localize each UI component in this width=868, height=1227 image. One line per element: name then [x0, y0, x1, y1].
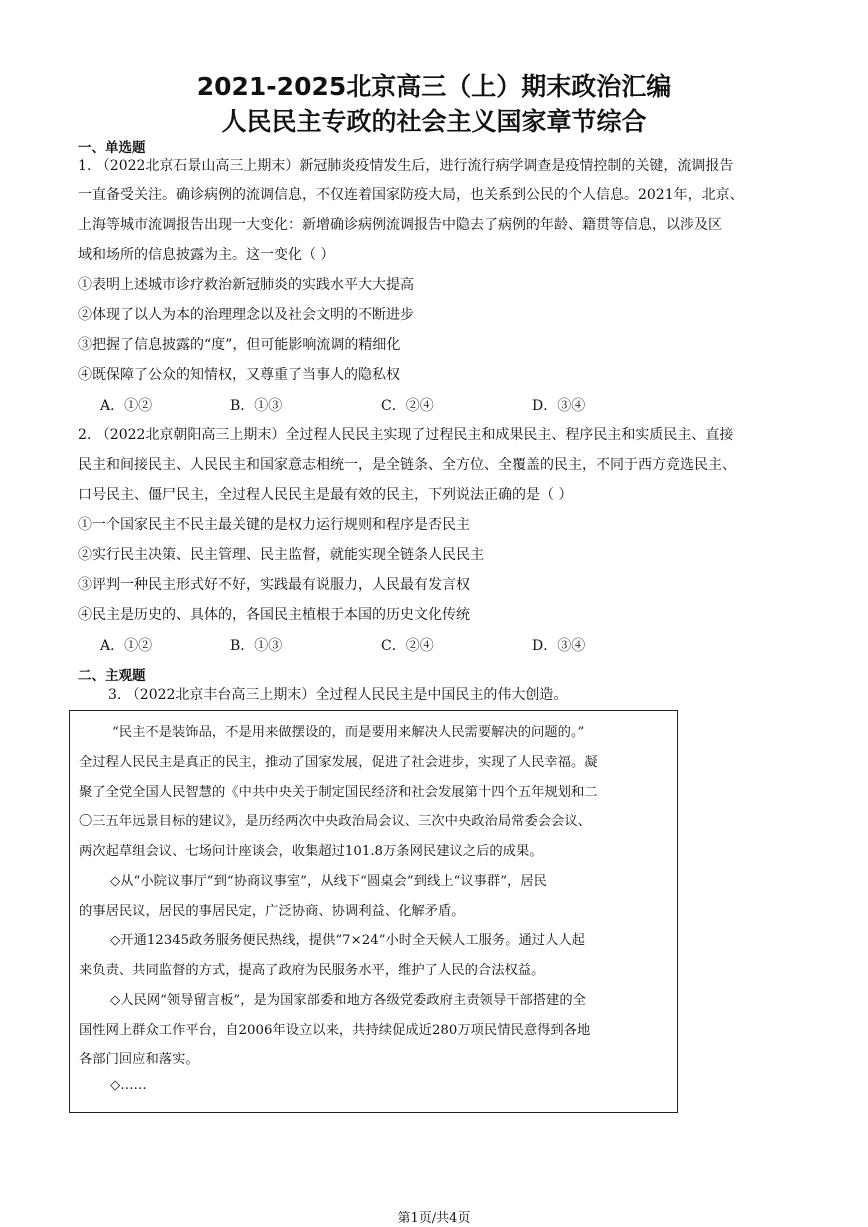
- q3-intro: 3. （2022北京丰台高三上期末）全过程人民民主是中国民主的伟大创造。: [108, 687, 568, 703]
- material-line: 来负责、共同监督的方式，提高了政府为民服务水平，维护了人民的合法权益。: [79, 963, 545, 978]
- q1-stem-line: 1. （2022北京石景山高三上期末）新冠肺炎疫情发生后，进行流行病学调查是疫情控制的关键，流调报告: [78, 158, 734, 174]
- material-line: 两次起草组会议、七场问计座谈会，收集超过101.8万条网民建议之后的成果。: [79, 844, 543, 859]
- q2-option-d[interactable]: D．③④: [532, 638, 586, 654]
- document-title-line1: 2021-2025北京高三（上）期末政治汇编: [196, 72, 672, 101]
- material-line: 国性网上群众工作平台，自2006年设立以来，共持续促成近280万项民情民意得到各地: [79, 1023, 591, 1038]
- material-line: “民主不是装饰品，不是用来做摆设的，而是要用来解决人民需要解决的问题的。”: [112, 725, 585, 740]
- q1-statement: ②体现了以人为本的治理理念以及社会文明的不断进步: [78, 307, 414, 323]
- q1-option-a[interactable]: A．①②: [100, 398, 153, 414]
- q1-stem-line: 一直备受关注。确诊病例的流调信息，不仅连着国家防疫大局，也关系到公民的个人信息。2021年，北京、: [78, 187, 744, 203]
- material-line: 全过程人民民主是真正的民主，推动了国家发展，促进了社会进步，实现了人民幸福。凝: [79, 755, 598, 770]
- material-line: 〇三五年远景目标的建议》，是历经两次中央政治局会议、三次中央政治局常委会会议、: [79, 814, 591, 829]
- q2-option-a[interactable]: A．①②: [100, 638, 153, 654]
- material-line: ◇开通12345政务服务便民热线，提供“7×24”小时全天候人工服务。通过人人起: [110, 933, 585, 948]
- material-line: 的事居民议，居民的事居民定，广泛协商、协调利益、化解矛盾。: [79, 904, 465, 919]
- q1-stem-line: 上海等城市流调报告出现一大变化：新增确诊病例流调报告中隐去了病例的年龄、籍贯等信息，以涉及区: [78, 217, 722, 233]
- q2-statement: ③评判一种民主形式好不好，实践最有说服力，人民最有发言权: [78, 577, 470, 593]
- q1-option-b[interactable]: B．①③: [230, 398, 283, 414]
- q2-stem-line: 口号民主、僵尸民主，全过程人民民主是最有效的民主，下列说法正确的是（ ）: [78, 487, 573, 503]
- material-line: ◇……: [110, 1078, 147, 1093]
- material-line: 各部门回应和落实。: [79, 1052, 199, 1067]
- q2-statement: ①一个国家民主不民主最关键的是权力运行规则和程序是否民主: [78, 517, 470, 533]
- document-title-line2: 人民民主专政的社会主义国家章节综合: [221, 107, 647, 136]
- q1-statement: ③把握了信息披露的“度”，但可能影响流调的精细化: [78, 337, 401, 353]
- q1-statement: ①表明上述城市诊疗救治新冠肺炎的实践水平大大提高: [78, 277, 414, 293]
- q2-statement: ②实行民主决策、民主管理、民主监督，就能实现全链条人民民主: [78, 547, 484, 563]
- material-line: ◇人民网“领导留言板”，是为国家部委和地方各级党委政府主责领导干部搭建的全: [110, 993, 586, 1008]
- q2-statement: ④民主是历史的、具体的，各国民主植根于本国的历史文化传统: [78, 607, 470, 623]
- q1-option-c[interactable]: C．②④: [381, 398, 434, 414]
- q1-statement: ④既保障了公众的知情权，又尊重了当事人的隐私权: [78, 367, 400, 383]
- material-line: 聚了全党全国人民智慧的《中共中央关于制定国民经济和社会发展第十四个五年规划和二: [79, 785, 598, 800]
- page-footer: 第1页/共4页: [397, 1211, 471, 1226]
- section-heading-subjective: 二、主观题: [78, 668, 146, 684]
- material-line: ◇从“小院议事厅”到“协商议事室”，从线下“圆桌会”到线上“议事群”，居民: [110, 874, 547, 889]
- q1-stem-line: 域和场所的信息披露为主。这一变化（ ）: [78, 247, 335, 263]
- q2-stem-line: 2. （2022北京朝阳高三上期末）全过程人民民主实现了过程民主和成果民主、程序民主和实质民主、直接: [78, 427, 734, 443]
- section-heading-single-choice: 一、单选题: [78, 140, 146, 156]
- q1-option-d[interactable]: D．③④: [532, 398, 586, 414]
- q2-option-c[interactable]: C．②④: [381, 638, 434, 654]
- q2-option-b[interactable]: B．①③: [230, 638, 283, 654]
- q2-stem-line: 民主和间接民主、人民民主和国家意志相统一，是全链条、全方位、全覆盖的民主，不同于西方竞选民主、: [78, 457, 736, 473]
